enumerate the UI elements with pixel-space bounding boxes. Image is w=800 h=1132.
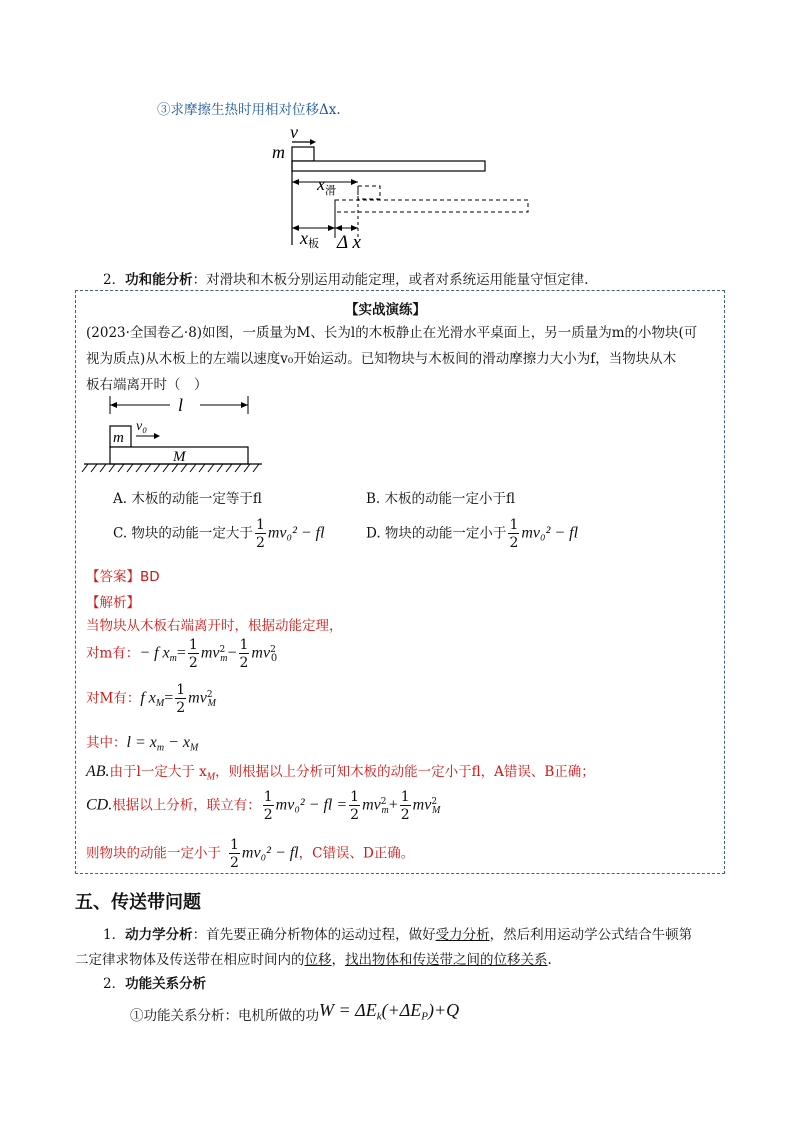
option-b: B. 木板的动能一定小于fl bbox=[366, 491, 516, 507]
analysis-line-7: 则物块的动能一定小于 $\frac{1}{2}$ mv₀² − fl，C错误、D正确。 bbox=[86, 837, 415, 871]
analysis-line-2: 对m有：− f $x_m=$ $\frac{1}{2}$ $mv^2_m-$ $\frac{1}{2}$ $mv^2_0$ bbox=[86, 637, 278, 671]
work-energy-paragraph bbox=[103, 268, 588, 288]
analysis-line-5: AB.由于l一定大于 $x_M$，则根据以上分析可知木板的动能一定小于fl，A错误、B正确； bbox=[86, 763, 595, 783]
board-block-figure bbox=[80, 392, 270, 477]
section5-title: 五、传送带问题 bbox=[75, 892, 201, 913]
section5-p1-line2: 二定律求物体及传送带在相应时间内的位移，找出物体和传送带之间的位移关系. bbox=[75, 952, 552, 968]
section5-p2: 2．功能关系分析 bbox=[103, 976, 207, 992]
option-d: D. 物块的动能一定小于 $\frac{1}{2}$ mv₀² − fl bbox=[366, 517, 579, 551]
analysis-label: 【解析】 bbox=[86, 595, 140, 611]
fig2-l: l bbox=[178, 395, 184, 415]
option-a: A. 木板的动能一定等于fl bbox=[113, 491, 262, 507]
question-line-1: (2023·全国卷乙·8)如图，一质量为M、长为l的木板静止在光滑水平桌面上，另一质量为m的小物块(可 bbox=[86, 325, 698, 341]
fig1-block-dashed bbox=[358, 186, 380, 199]
analysis-line-1: 当物块从木板右端离开时，根据动能定理， bbox=[86, 618, 343, 634]
fig1-x-slide: $x_滑$ bbox=[317, 174, 336, 197]
answer-line: 【答案】BD bbox=[86, 569, 160, 585]
fig1-board-dashed bbox=[335, 200, 528, 212]
p2-head: 功和能分析 bbox=[125, 272, 193, 288]
fig2-M: M bbox=[173, 449, 186, 465]
section5-p1-line1: 1．动力学分析：首先要正确分析物体的运动过程，做好受力分析，然后利用运动学公式结合牛顿第 bbox=[103, 927, 693, 943]
fig1-board bbox=[292, 161, 485, 171]
option-c: C. 物块的动能一定大于 $\frac{1}{2}$ mv₀² − fl bbox=[113, 517, 325, 551]
item3-text: ③求摩擦生热时用相对位移Δx. bbox=[157, 102, 341, 118]
fig1-m: m bbox=[272, 142, 285, 162]
p2-text: ：对滑块和木板分别运用动能定理，或者对系统运用能量守恒定律. bbox=[192, 272, 589, 288]
fig1-x-board: x板 bbox=[300, 228, 319, 250]
relative-displacement-figure bbox=[270, 120, 540, 250]
fig2-v0: v₀ bbox=[136, 419, 148, 434]
fig1-v: v bbox=[290, 122, 298, 142]
p2-num: 2． bbox=[103, 272, 126, 288]
fig1-block bbox=[292, 147, 314, 161]
question-line-3: 板右端离开时（ ） bbox=[86, 377, 208, 393]
question-line-2: 视为质点)从木板上的左端以速度v₀开始运动。已知物块与木板间的滑动摩擦力大小为f，当物块从木 bbox=[86, 351, 677, 367]
fig2-m: m bbox=[113, 430, 124, 446]
analysis-line-4: 其中：$l = x_m - x_M$ bbox=[86, 734, 199, 754]
fig1-dx: Δ x bbox=[337, 232, 361, 250]
analysis-line-6: CD.根据以上分析，联立有： $\frac{1}{2}$ mv₀² − fl = $\frac{1}{2}$ $mv^2_m+$ $\frac{1}{2}$ $mv^2_M$ bbox=[86, 789, 441, 823]
analysis-line-3: 对M有：f $x_M=$ $\frac{1}{2}$ $mv^2_M$ bbox=[86, 682, 216, 716]
section5-p3: ①功能关系分析：电机所做的功$W = \Delta E_k(+\Delta E_P)+Q$ bbox=[130, 1000, 460, 1024]
practice-title: 【实战演练】 bbox=[345, 302, 426, 318]
